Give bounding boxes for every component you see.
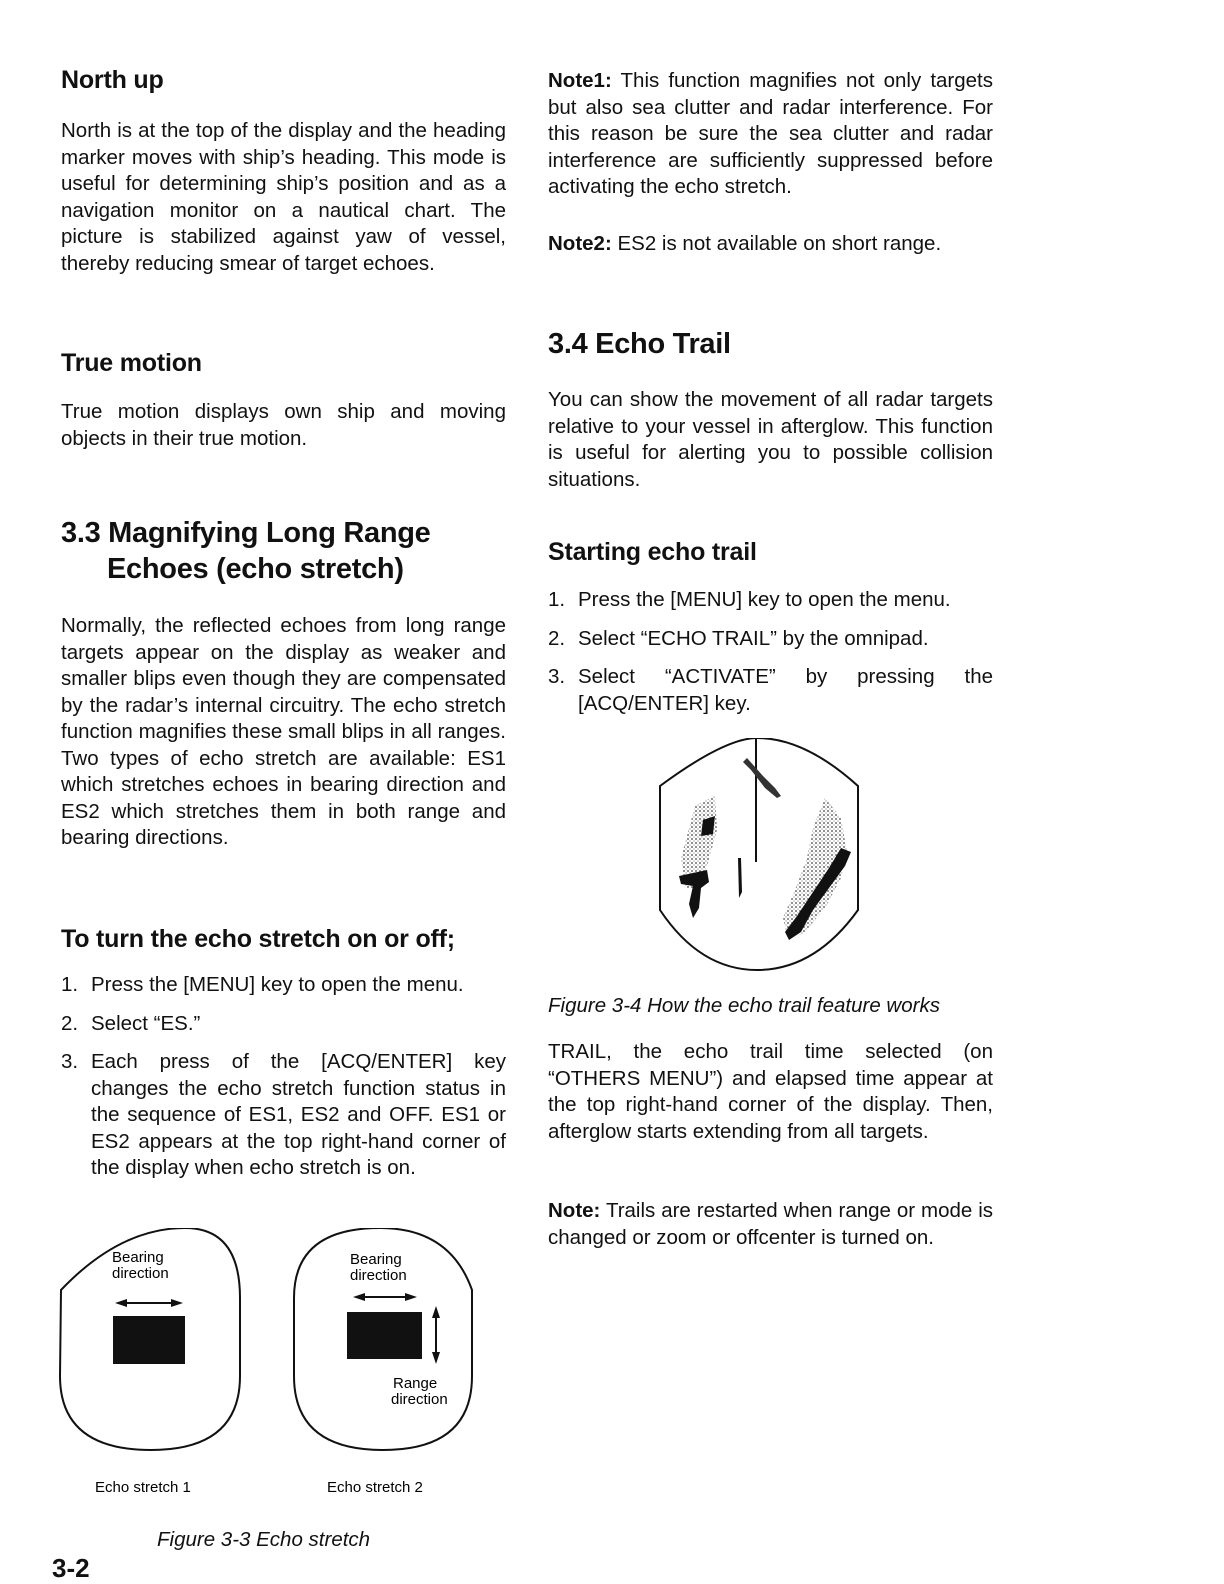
es1-bearing-line2: direction <box>112 1265 169 1282</box>
page-number: 3-2 <box>52 1553 90 1583</box>
section-3-3-title-line1: 3.3 Magnifying Long Range <box>61 517 431 549</box>
list-item <box>61 972 506 999</box>
es2-range-line1: Range <box>393 1375 438 1392</box>
trail-paragraph: TRAIL, the echo trail time selected (on “OTHERS MENU”) and elapsed time appear at the top right-hand corner of the display. Then, afterglow starts extending from all targets. <box>548 1040 993 1143</box>
step-number: 3. <box>61 1050 79 1073</box>
figure-3-3 <box>55 1228 485 1508</box>
section-3-3-body: Normally, the reflected echoes from long range targets appear on the display as weaker and smaller blips even though they are compensated by the radar’s internal circuitry. The echo stretch function magnifies these small blips in all ranges. Two types of echo stretch are available: ES1 which stretches echoes in bearing direction and ES2 which stretches them in both range and bearing directions. <box>61 614 506 849</box>
step-number: 3. <box>548 665 566 688</box>
step-text: Select “ES.” <box>91 1011 201 1035</box>
note1-text: This function magnifies not only targets but also sea clutter and radar interference. For this reason be sure the sea clutter and radar interference are sufficiently suppressed before activating the echo stretch. <box>548 69 993 198</box>
turn-on-off-steps <box>61 972 506 1194</box>
bearing-arrow-icon <box>353 1293 417 1301</box>
section-3-3-title-line2: Echoes (echo stretch) <box>107 553 404 585</box>
target-echo-center <box>738 858 742 898</box>
note2-text: ES2 is not available on short range. <box>611 232 942 255</box>
note2-paragraph <box>548 231 993 258</box>
echo-stretch-1-label: Echo stretch 1 <box>95 1479 191 1496</box>
section-3-4-title: 3.4 Echo Trail <box>548 328 731 360</box>
note1-paragraph <box>548 68 993 201</box>
es2-bearing-line2: direction <box>350 1267 407 1284</box>
figure-3-3-caption: Figure 3-3 Echo stretch <box>157 1528 371 1551</box>
section-3-4-body: You can show the movement of all radar targets relative to your vessel in afterglow. This function is useful for alerting you to possible collision situations. <box>548 388 993 491</box>
note2-label: Note2: <box>548 232 612 255</box>
step-number: 1. <box>548 588 566 611</box>
step-text: Select “ECHO TRAIL” by the omnipad. <box>578 626 929 650</box>
echo-stretch-2-label: Echo stretch 2 <box>327 1479 423 1496</box>
north-up-body: North is at the top of the display and the heading marker moves with ship’s heading. This mode is useful for determining ship’s position and as a navigation monitor on a nautical chart. The picture is stabilized against yaw of vessel, thereby reducing smear of target echoes. <box>61 119 506 275</box>
es1-bearing-line1: Bearing <box>112 1249 164 1266</box>
list-item <box>548 587 993 614</box>
target-echo-left-bottom <box>679 870 709 918</box>
stretched-echo-blip <box>347 1312 422 1359</box>
step-text: Select “ACTIVATE” by pressing the [ACQ/ENTER] key. <box>578 665 993 715</box>
true-motion-body: True motion displays own ship and moving objects in their true motion. <box>61 400 506 450</box>
step-number: 2. <box>548 626 566 650</box>
note-text: Trails are restarted when range or mode is changed or zoom or offcenter is turned on. <box>548 1199 993 1249</box>
turn-on-off-heading: To turn the echo stretch on or off; <box>61 925 455 953</box>
list-item <box>61 1011 506 1038</box>
true-motion-heading: True motion <box>61 349 202 377</box>
target-trail-center <box>743 758 781 798</box>
north-up-heading: North up <box>61 66 164 94</box>
list-item <box>548 664 993 717</box>
note-paragraph <box>548 1198 993 1251</box>
range-arrow-icon <box>432 1306 440 1364</box>
note1-label: Note1: <box>548 69 612 92</box>
echo-stretch-2-diagram <box>294 1228 472 1450</box>
step-number: 1. <box>61 973 79 996</box>
section-3-3-title <box>61 515 506 587</box>
stretched-echo-blip <box>113 1316 185 1364</box>
step-text: Each press of the [ACQ/ENTER] key changes the echo stretch function status in the sequence of ES1, ES2 and OFF. ES1 or ES2 appears at the top right-hand corner of the display when echo stretch is on. <box>91 1050 506 1179</box>
echo-stretch-1-diagram <box>60 1228 240 1450</box>
starting-echo-trail-steps <box>548 587 993 729</box>
step-text: Press the [MENU] key to open the menu. <box>578 588 951 611</box>
list-item <box>548 626 993 653</box>
starting-echo-trail-heading: Starting echo trail <box>548 538 757 566</box>
es2-bearing-line1: Bearing <box>350 1251 402 1268</box>
figure-3-4-echo-trail-diagram <box>655 738 865 974</box>
list-item <box>61 1049 506 1182</box>
bearing-arrow-icon <box>115 1299 183 1307</box>
note-label: Note: <box>548 1199 601 1222</box>
step-text: Press the [MENU] key to open the menu. <box>91 973 464 996</box>
es2-range-line2: direction <box>391 1391 448 1408</box>
figure-3-4-caption: Figure 3-4 How the echo trail feature works <box>548 994 940 1017</box>
step-number: 2. <box>61 1011 79 1035</box>
